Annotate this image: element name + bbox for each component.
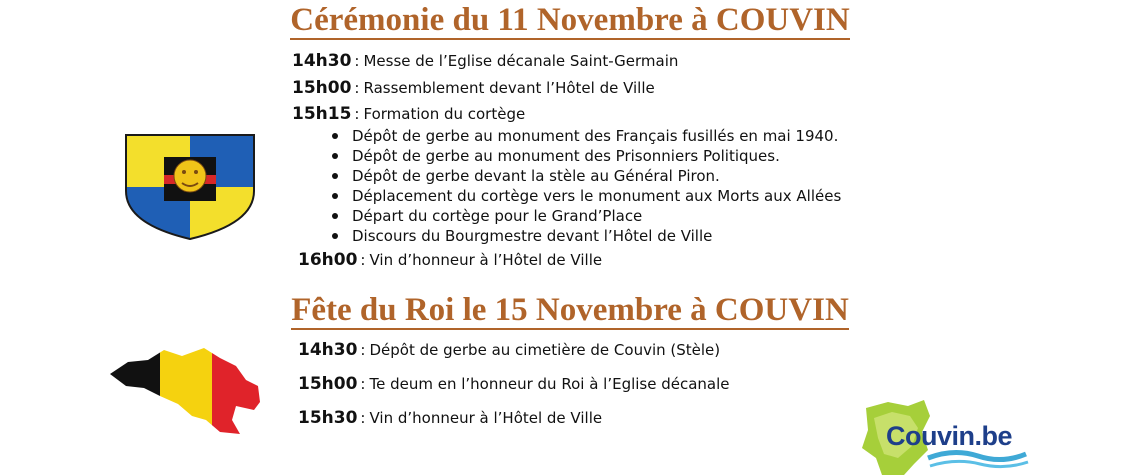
schedule-text: Formation du cortège	[363, 105, 526, 123]
schedule-row: 14h30 : Dépôt de gerbe au cimetière de Couvin (Stèle)	[298, 340, 721, 360]
list-item: Dépôt de gerbe au monument des Prisonniers Politiques.	[328, 146, 841, 166]
schedule-row: 16h00 : Vin d’honneur à l’Hôtel de Ville	[298, 250, 603, 270]
list-item: Déplacement du cortège vers le monument aux Morts aux Allées	[328, 186, 841, 206]
bullet-icon	[332, 173, 338, 179]
schedule-row: 14h30 : Messe de l’Eglise décanale Saint-Germain	[292, 51, 679, 71]
schedule-time: 14h30	[298, 340, 358, 360]
schedule-row: 15h15 : Formation du cortège	[292, 104, 526, 124]
schedule-time: 15h30	[298, 408, 358, 428]
schedule-row: 15h00 : Te deum en l’honneur du Roi à l’Eglise décanale	[298, 374, 730, 394]
bullet-icon	[332, 213, 338, 219]
schedule-time: 15h15	[292, 104, 352, 124]
schedule-row: 15h00 : Rassemblement devant l’Hôtel de Ville	[292, 78, 655, 98]
ceremony-title: Cérémonie du 11 Novembre à COUVIN	[290, 2, 850, 38]
schedule-text: Te deum en l’honneur du Roi à l’Eglise décanale	[369, 375, 730, 393]
schedule-time: 15h00	[292, 78, 352, 98]
logo-text: Couvin.be	[886, 421, 1013, 451]
schedule-text: Messe de l’Eglise décanale Saint-Germain	[363, 52, 679, 70]
schedule-text: Vin d’honneur à l’Hôtel de Ville	[369, 409, 603, 427]
list-item: Discours du Bourgmestre devant l’Hôtel de Ville	[328, 226, 841, 246]
bullet-icon	[332, 133, 338, 139]
schedule-time: 15h00	[298, 374, 358, 394]
fete-title: Fête du Roi le 15 Novembre à COUVIN	[291, 292, 849, 328]
schedule-time: 14h30	[292, 51, 352, 71]
bullet-icon	[332, 193, 338, 199]
coat-of-arms-icon	[124, 133, 256, 241]
list-item: Dépôt de gerbe devant la stèle au Général Piron.	[328, 166, 841, 186]
procession-list	[328, 126, 841, 246]
list-item: Départ du cortège pour le Grand’Place	[328, 206, 841, 226]
bullet-icon	[332, 233, 338, 239]
schedule-row: 15h30 : Vin d’honneur à l’Hôtel de Ville	[298, 408, 603, 428]
belgium-flag-map-icon	[108, 346, 264, 438]
schedule-text: Rassemblement devant l’Hôtel de Ville	[363, 79, 655, 97]
list-item: Dépôt de gerbe au monument des Français fusillés en mai 1940.	[328, 126, 841, 146]
schedule-text: Dépôt de gerbe au cimetière de Couvin (Stèle)	[369, 341, 721, 359]
schedule-text: Vin d’honneur à l’Hôtel de Ville	[369, 251, 603, 269]
schedule-time: 16h00	[298, 250, 358, 270]
bullet-icon	[332, 153, 338, 159]
